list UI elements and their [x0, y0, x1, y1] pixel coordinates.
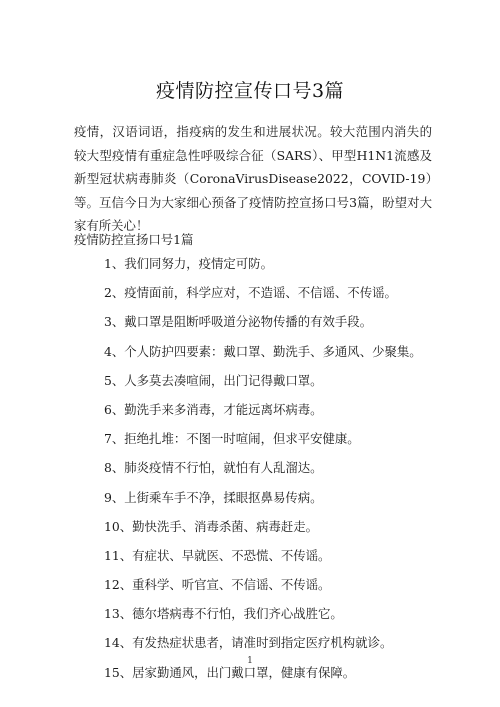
list-item: 13、德尔塔病毒不行怕，我们齐心战胜它。: [104, 606, 343, 622]
document-title: 疫情防控宣传口号3篇: [155, 80, 345, 102]
list-item: 2、疫情面前，科学应对，不造谣、不信谣、不传谣。: [104, 285, 397, 301]
section-heading: 疫情防控宣扬口号1篇: [74, 232, 194, 247]
list-item: 5、人多莫去凑喧闹，出门记得戴口罩。: [104, 372, 323, 388]
list-item: 8、肺炎疫情不行怕，就怕有人乱溜达。: [104, 460, 323, 476]
list-item: 14、有发热症状患者，请准时到指定医疗机构就诊。: [104, 635, 393, 651]
list-item: 15、居家勤通风，出门戴口罩，健康有保障。: [104, 664, 356, 680]
intro-paragraph: 疫情，汉语词语，指疫病的发生和进展状况。较大范围内消失的较大型疫情有重症急性呼吸综合征（SARS）、甲型H1N1流感及新型冠状病毒肺炎（CoronaVirusDisease2022，COVID-19）等。互信今日为大家细心预备了疫情防控宣扬口号3篇，盼望对大家有所关心！: [74, 124, 432, 233]
page-number: 1: [247, 656, 253, 666]
list-item: 9、上街乘车手不净，揉眼抠鼻易传病。: [104, 489, 323, 505]
list-item: 1、我们同努力，疫情定可防。: [104, 256, 273, 271]
slogan-list: [104, 254, 444, 692]
list-item: 6、勤洗手来多消毒，才能远离坏病毒。: [104, 401, 323, 417]
list-item: 11、有症状、早就医、不恐慌、不传谣。: [104, 547, 331, 563]
list-item: 12、重科学、听官宣、不信谣、不传谣。: [104, 577, 331, 593]
list-item: 7、拒绝扎堆：不图一时喧闹，但求平安健康。: [104, 431, 360, 447]
list-item: 10、勤快洗手、消毒杀菌、病毒赶走。: [104, 518, 319, 534]
list-item: 4、个人防护四要素：戴口罩、勤洗手、多通风、少聚集。: [104, 343, 422, 359]
list-item: 3、戴口罩是阻断呼吸道分泌物传播的有效手段。: [104, 314, 373, 330]
